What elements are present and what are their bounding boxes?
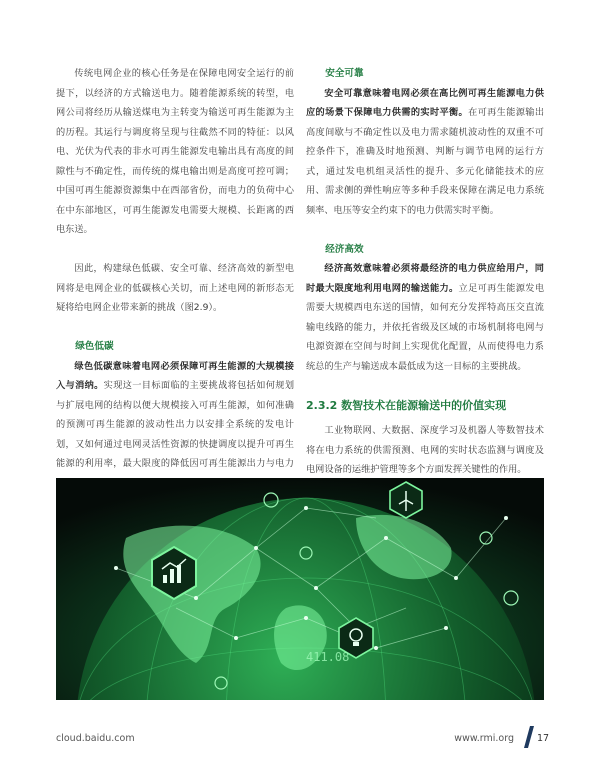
footer-left-url: cloud.baidu.com xyxy=(56,733,135,744)
page-number: 17 xyxy=(537,733,550,744)
section-paragraph: 工业物联网、大数据、深度学习及机器人等数智技术将在电力系统的供需预测、电网的实时状态监测与调度及电网设备的运维护管理等多个方面发挥关键性的作用。 xyxy=(306,425,544,475)
green-lead: 绿色低碳意味着电网必须保障可再生能源的大规模接入与消纳。 xyxy=(56,360,294,391)
econ-text: 立足可再生能源发电需要大规模西电东送的国情，如何充分发挥特高压交直流输电线路的能力，并依托省级及区域的市场机制将电网与电源资源在空间与时间上实现优化配置，从而使得电力系统总的生产与输送成本最低成为这一目标的主要挑战。 xyxy=(306,282,545,372)
globe-illustration-svg xyxy=(56,478,544,700)
green-paragraph xyxy=(56,357,294,494)
econ-heading: 经济高效 xyxy=(325,243,364,255)
intro-paragraph: 传统电网企业的核心任务是在保障电网安全运行的前提下，以经济的方式输送电力。随着能源系统的转型，电网公司将经历从输送煤电为主转变为输送可再生能源为主的历程。其运行与调度将呈现与往截然不同的特征：以风电、光伏为代表的非水可再生能源发电输出具有高度的间隙性与不确定性，而传统的煤电输出则是高度可控可调；中国可再生能源资源集中在西部省份，而电力的负荷中心在中东部地区，可再生能源发电需要大规模、长距离的西电东送。 xyxy=(56,68,294,235)
section-title: 2.3.2 数智技术在能源输送中的价值实现 xyxy=(306,398,507,412)
globe-energy-illustration xyxy=(56,478,544,700)
left-column xyxy=(56,64,294,493)
safe-lead: 安全可靠意味着电网必须在高比例可再生能源电力供应的场景下保障电力供需的实时平衡。 xyxy=(306,87,544,118)
safe-paragraph xyxy=(306,84,544,221)
econ-lead: 经济高效意味着必须将最经济的电力供应给用户，同时最大限度地利用电网的输送能力。 xyxy=(306,263,544,294)
footer-slash-divider xyxy=(524,726,534,748)
challenge-paragraph: 因此，构建绿色低碳、安全可靠、经济高效的新型电网将是电网企业的低碳核心关切，而上述电网的新形态无疑将给电网企业带来新的挑战（图2.9）。 xyxy=(56,263,294,313)
econ-paragraph xyxy=(306,259,544,376)
wind-turbine-hex-icon xyxy=(390,482,422,518)
green-text: 实现这一目标面临的主要挑战将包括如何规划与扩展电网的结构以便大规模接入可再生能源，如何准确的预测可再生能源的波动性出力以安排全系统的发电计划，又如何通过电网灵活性资源的快捷调度以提升可再生能源的利用率，最大限度的降低因可再生能源出力与电力 xyxy=(56,380,295,469)
footer-right-url: www.rmi.org xyxy=(454,733,514,744)
safe-text: 在可再生能源输出高度间歇与不确定性以及电力需求随机波动性的双重不可控条件下，准确及时地预测、判断与调节电网的运行方式，通过发电机组灵活性的提升、多元化储能技术的应用、需求侧的弹性响应等多种手段来保障在满足电力系统频率、电压等安全约束下的电力供需实时平衡。 xyxy=(306,107,545,216)
safe-heading: 安全可靠 xyxy=(325,68,364,79)
overlay-number: 411.08 xyxy=(306,650,350,664)
right-column xyxy=(306,64,544,480)
green-heading: 绿色低碳 xyxy=(75,341,114,352)
